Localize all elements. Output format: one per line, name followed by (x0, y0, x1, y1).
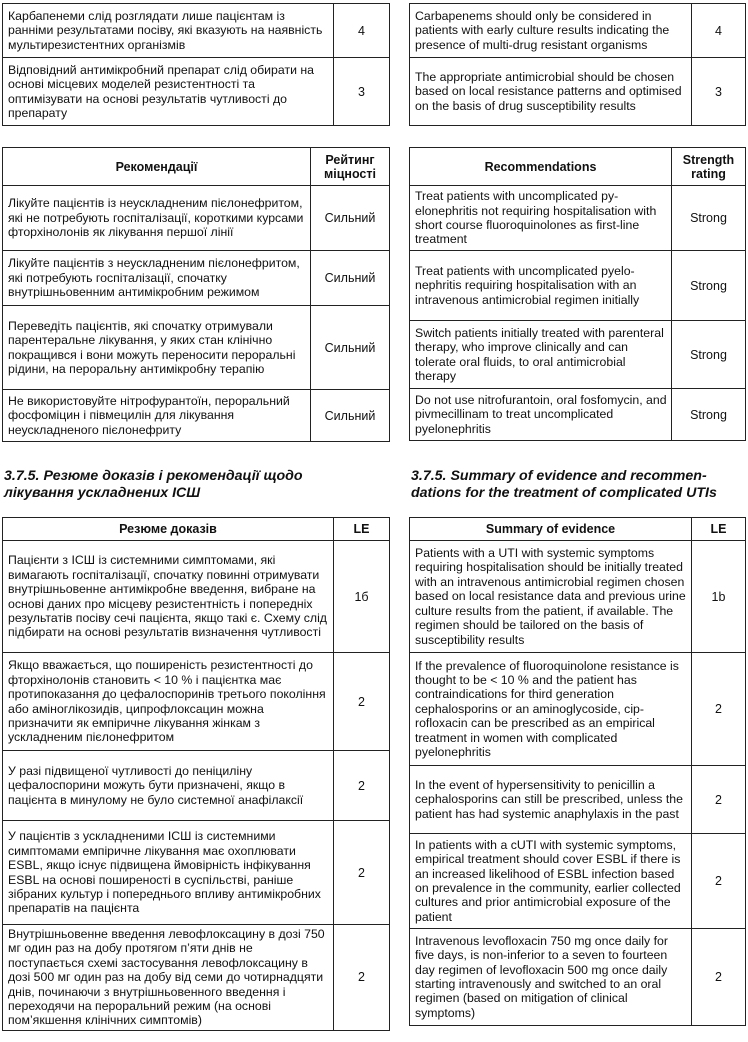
table-row (410, 766, 746, 834)
evidence-header: Summary of evidence (410, 518, 692, 541)
strength-rating: Strong (672, 321, 746, 389)
evidence-level: 2 (334, 653, 390, 751)
evidence-text: Пацієнти з ІСШ із системними симптомами, які вимагають госпіталізації, спочатку повинні отримувати внутрішньовенне антимікробне введення, вибране на основі даних про місцеву резистентність і попередніх результатів посіву сечі пацієнта, якщо такі є. Схему слід підбирати на основі результатів визначення чутливості (3, 541, 334, 653)
table-row (3, 251, 390, 306)
evidence-text: Якщо вважається, що поширеність резистентності до фторхінолонів становить < 10 % і пацієнтка має протипоказання до цефалоспоринів третього покоління або аміноглікозидів, ципрофлоксацин можна призначити як емпіричне лікування жінкам з ускладненим пієлонефритом (3, 653, 334, 751)
table-header (3, 148, 390, 186)
recommendation-text: Не використовуйте нітрофурантоїн, пероральний фосфоміцин і півмецилін для лікування неускладненого пієлонефриту (3, 390, 311, 442)
recommendation-text: Switch patients initially treated with parenteral therapy, who improve clinically and can tolerate oral fluids, to oral antimicrobial therapy (410, 321, 672, 389)
evidence-text: The appropriate antimicrobial should be chosen based on local resistance patterns and optimised on the basis of drug susceptibility results (410, 58, 692, 126)
evidence-text: Карбапенеми слід розглядати лише пацієнтам із ранніми результатами посіву, які вказують на наявність мультирезистентних організмів (3, 4, 334, 58)
table-row (3, 541, 390, 653)
evidence-text: Intravenous levofloxacin 750 mg once daily for five days, is non-inferior to a seven to fourteen day regimen of levofloxacin 500 mg once daily starting intravenously and switched to an oral regimen (based on mitigation of clinical symptoms) (410, 929, 692, 1026)
evidence-text: In patients with a cUTI with systemic symptoms, empirical treatment should cover ESBL if there is an increased likelihood of ESBL infection based on prevalence in the community, earlier collected cultures and prior antimicrobial exposure of the patient (410, 834, 692, 929)
table-row (410, 834, 746, 929)
evidence-level: 2 (692, 929, 746, 1026)
table-row (3, 653, 390, 751)
evidence-level: 2 (692, 834, 746, 929)
table-row (3, 58, 390, 126)
evidence-table (2, 517, 390, 1031)
table-row (410, 389, 746, 441)
evidence-level: 4 (334, 4, 390, 58)
le-header: LE (334, 518, 390, 541)
evidence-text: У разі підвищеної чутливості до пеніциліну цефалоспорини можуть бути призначені, якщо в пацієнта в минулому не було системної анафілаксії (3, 751, 334, 821)
strength-rating: Strong (672, 186, 746, 251)
table-header (3, 518, 390, 541)
strength-rating: Сильний (311, 306, 390, 390)
strength-header: Strength rating (672, 148, 746, 186)
strength-header: Рейтинг міцності (311, 148, 390, 186)
table-row (3, 186, 390, 251)
evidence-text: Patients with a UTI with systemic symptoms requiring hospitalisation should be initially treated with an intravenous antimicrobial regimen chosen based on local resistance data and previous urine culture results from the patient, if available. The regimen should be tailored on the basis of susceptibility results (410, 541, 692, 653)
recommendation-text: Treat patients with uncomplicated pyelonephritis requiring hospitalisation with an intravenous antimicrobial regimen initially (410, 251, 672, 321)
recommendations-table (409, 147, 746, 441)
top-evidence-table (2, 3, 390, 126)
evidence-level: 2 (334, 925, 390, 1031)
recommendations-header: Recommendations (410, 148, 672, 186)
evidence-level: 2 (334, 821, 390, 925)
evidence-level: 3 (334, 58, 390, 126)
table-header (410, 518, 746, 541)
evidence-level: 2 (692, 766, 746, 834)
table-row (3, 751, 390, 821)
table-row (410, 251, 746, 321)
table-row (410, 321, 746, 389)
recommendation-text: Treat patients with uncomplicated pyelonephritis not requiring hospitalisation with short course fluoroquinolones as first-line treatment (410, 186, 672, 251)
table-row (410, 653, 746, 766)
table-row (410, 186, 746, 251)
table-row (410, 58, 746, 126)
le-header: LE (692, 518, 746, 541)
recommendations-header: Рекомендації (3, 148, 311, 186)
top-evidence-table (409, 3, 746, 126)
table-row (410, 4, 746, 58)
table-row (3, 390, 390, 442)
evidence-text: Відповідний антимікробний препарат слід обирати на основі місцевих моделей резистентності та оптимізувати на основі результатів чутливості до препарату (3, 58, 334, 126)
evidence-text: If the prevalence of fluoroquinolone resistance is thought to be < 10 % and the patient has contraindications for third generation cephalosporins or an aminoglycoside, ciprofloxacin can be prescribed as an empirical treatment in women with complicated pyelonephritis (410, 653, 692, 766)
evidence-text: Carbapenems should only be considered in patients with early culture results indicating the presence of multi-drug resistant organisms (410, 4, 692, 58)
table-row (3, 4, 390, 58)
evidence-table (409, 517, 746, 1026)
evidence-level: 4 (692, 4, 746, 58)
evidence-level: 1б (334, 541, 390, 653)
strength-rating: Сильний (311, 390, 390, 442)
evidence-header: Резюме доказів (3, 518, 334, 541)
table-row (3, 306, 390, 390)
section-title: 3.7.5. Резюме доказів і рекомендації щодо лікування ускладнених ІСШ (4, 468, 303, 501)
table-header (410, 148, 746, 186)
evidence-level: 2 (692, 653, 746, 766)
section-title: 3.7.5. Summary of evidence and recommendations for the treatment of complicated UTIs (411, 468, 717, 501)
strength-rating: Strong (672, 389, 746, 441)
evidence-level: 1b (692, 541, 746, 653)
table-row (410, 541, 746, 653)
strength-rating: Strong (672, 251, 746, 321)
evidence-text: Внутрішньовенне введення левофлоксацину в дозі 750 мг один раз на добу протягом п’яти днів не поступається схемі застосування левофлоксацину в дозі 500 мг один раз на добу від семи до чотирнадцяти днів, починаючи з внутрішньовенного введення і переходячи на пероральний режим (на основі пом’якшення клінічних симптомів) (3, 925, 334, 1031)
evidence-text: У пацієнтів з ускладненими ІСШ із системними симптомами емпіричне лікування має охоплювати ESBL, якщо існує підвищена ймовірність інфікування ESBL на основі поширеності в суспільстві, раніше зібраних культур і попереднього впливу антимікробних препаратів на пацієнта (3, 821, 334, 925)
evidence-level: 3 (692, 58, 746, 126)
table-row (3, 821, 390, 925)
evidence-text: In the event of hypersensitivity to penicillin a cephalosporins can still be prescribed, unless the patient has had systemic anaphylaxis in the past (410, 766, 692, 834)
strength-rating: Сильний (311, 186, 390, 251)
recommendation-text: Лікуйте пацієнтів із неускладненим пієлонефритом, які не потребують госпіталізації, короткими курсами фторхінолонів як лікування першої лінії (3, 186, 311, 251)
recommendation-text: Do not use nitrofurantoin, oral fosfomycin, and pivmecillinam to treat uncomplicated pyelonephritis (410, 389, 672, 441)
recommendation-text: Лікуйте пацієнтів з неускладненим пієлонефритом, які потребують госпіталізації, спочатку внутрішньовенним антимікробним режимом (3, 251, 311, 306)
recommendations-table (2, 147, 390, 442)
table-row (3, 925, 390, 1031)
recommendation-text: Переведіть пацієнтів, які спочатку отримували парентеральне лікування, у яких стан клінічно покращився і вони можуть переносити пероральні рідини, на пероральну антимікробну терапію (3, 306, 311, 390)
table-row (410, 929, 746, 1026)
strength-rating: Сильний (311, 251, 390, 306)
evidence-level: 2 (334, 751, 390, 821)
